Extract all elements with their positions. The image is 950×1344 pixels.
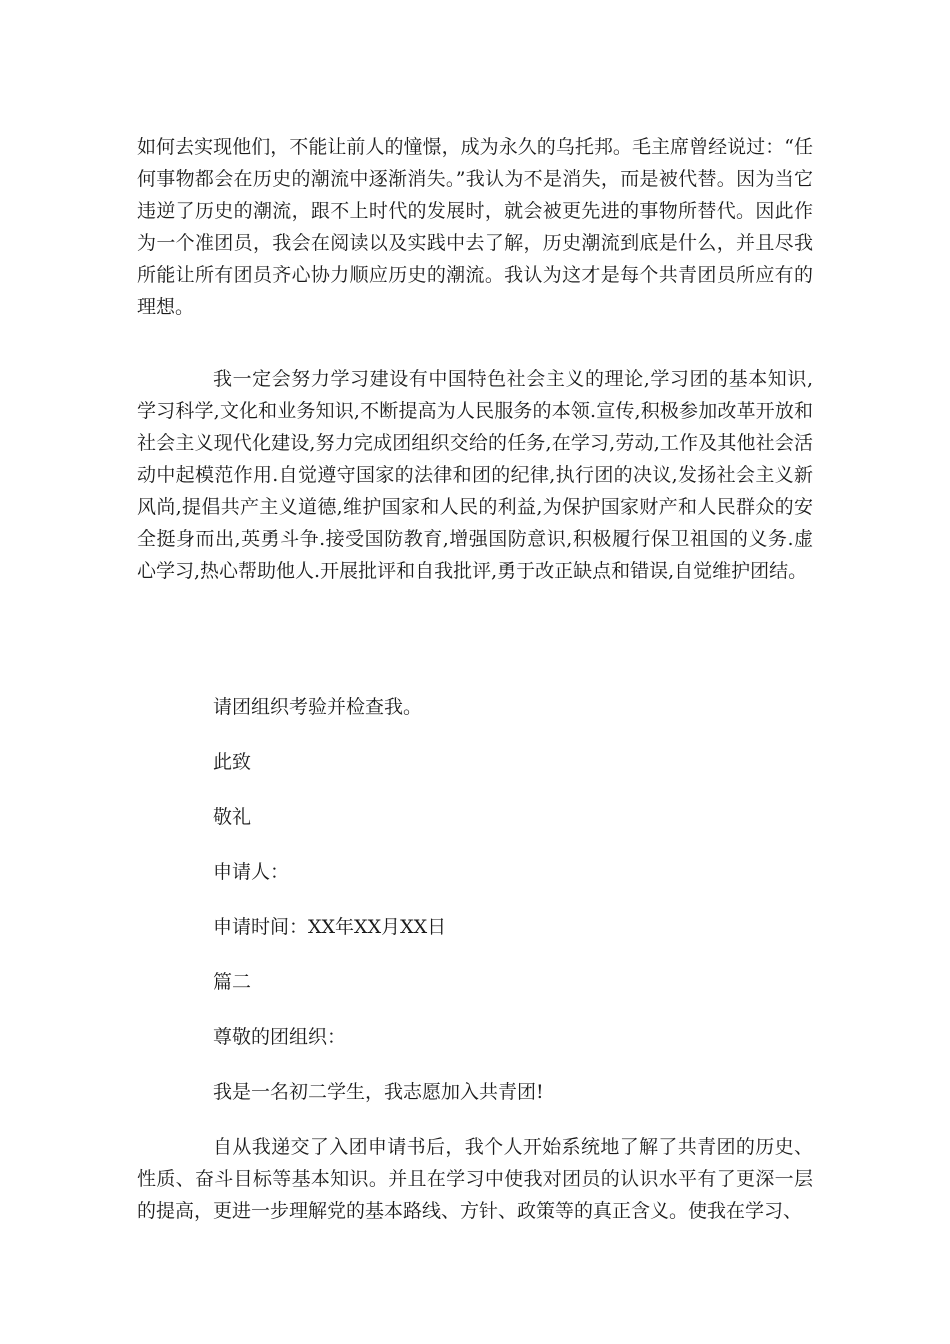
paragraph-commitments: 我一定会努力学习建设有中国特色社会主义的理论,学习团的基本知识,学习科学,文化和业务知识,不断提高为人民服务的本领.宣传,积极参加改革开放和社会主义现代化建设,努力完成团组织交给的任务,在学习,劳动,工作及其他社会活动中起模范作用.自觉遵守国家的法律和团的纪律,执行团的决议,发扬社会主义新风尚,提倡共产主义道德,维护国家和人民的利益,为保护国家财产和人民群众的安全挺身而出,英勇斗争.接受国防教育,增强国防意识,积极履行保卫祖国的义务.虚心学习,热心帮助他人.开展批评和自我批评,勇于改正缺点和错误,自觉维护团结。 [137, 368, 813, 582]
greeting-line: 尊敬的团组织： [213, 1026, 347, 1048]
paragraph-learning: 自从我递交了入团申请书后，我个人开始系统地了解了共青团的历史、性质、奋斗目标等基本知识。并且在学习中使我对团员的认识水平有了更深一层的提高，更进一步理解党的基本路线、方针、政策等的真正含义。使我在学习、 [137, 1136, 813, 1222]
paragraph-ideals: 如何去实现他们，不能让前人的憧憬，成为永久的乌托邦。毛主席曾经说过：“任何事物都会在历史的潮流中逐渐消失。”我认为不是消失，而是被代替。因为当它违逆了历史的潮流，跟不上时代的发展时，就会被更先进的事物所替代。因此作为一个准团员，我会在阅读以及实践中去了解，历史潮流到底是什么，并且尽我所能让所有团员齐心协力顺应历史的潮流。我认为这才是每个共青团员所应有的理想。 [137, 136, 813, 318]
document-body [137, 131, 813, 1227]
paragraph-request: 请团组织考验并检查我。 [213, 696, 423, 718]
application-date: 申请时间：XX年XX月XX日 [213, 916, 447, 938]
closing-regards: 敬礼 [213, 806, 252, 828]
section-heading: 篇二 [213, 971, 252, 993]
intro-line: 我是一名初二学生，我志愿加入共青团! [213, 1081, 544, 1103]
applicant-line: 申请人： [213, 861, 290, 883]
closing-salutation: 此致 [213, 751, 252, 773]
